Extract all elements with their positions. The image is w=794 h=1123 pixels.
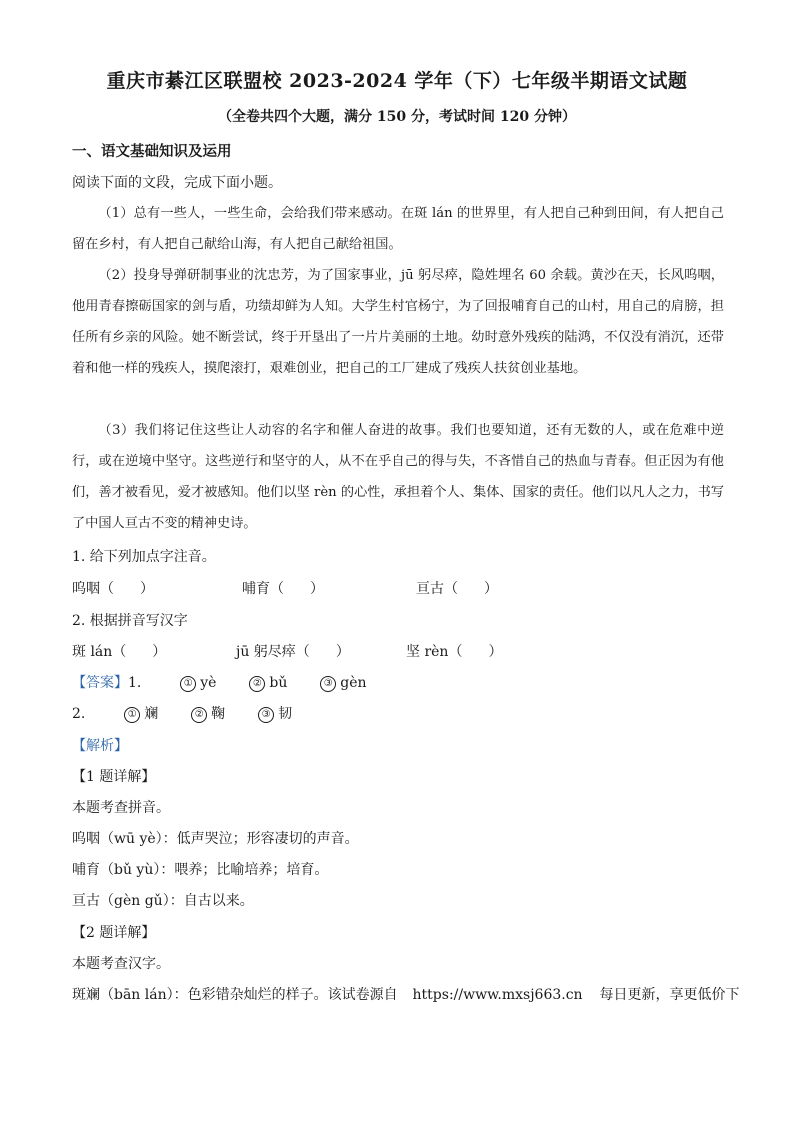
q2-item-2	[236, 641, 350, 661]
detail-1-line: 呜咽（wū yè）：低声哭泣；形容凄切的声音。	[72, 831, 359, 847]
passage-paragraph-3	[72, 415, 724, 539]
exam-subtitle: （全卷共四个大题，满分 150 分，考试时间 120 分钟）	[218, 109, 576, 125]
answer-value: bǔ	[269, 675, 288, 691]
q1-item-2	[242, 578, 324, 598]
q2-item-text: jū 躬尽瘁（	[236, 644, 310, 660]
q2-item-close: ）	[488, 644, 503, 660]
answer-row-1	[72, 672, 367, 692]
q2-item-text: 斑 lán（	[72, 644, 127, 660]
analysis-tag: 【解析】	[72, 738, 128, 754]
paragraph-text: （1）总有一些人，一些生命，会给我们带来感动。在斑 lán 的世界里，有人把自己种到田间，有人把自己留在乡村，有人把自己献给山海，有人把自己献给祖国。	[72, 206, 724, 252]
detail-1-line: 哺育（bǔ yù）：喂养；比喻培养；培育。	[72, 862, 329, 878]
q1-item-close: ）	[484, 581, 498, 597]
answer-value: 斓	[144, 706, 159, 722]
footer-url[interactable]: https://www.mxsj663.cn	[412, 987, 583, 1003]
q2-item-1	[72, 641, 166, 661]
q2-item-3	[406, 641, 502, 661]
q2-item-close: ）	[152, 644, 167, 660]
circled-number: ②	[249, 676, 265, 692]
circled-number: ③	[320, 676, 336, 692]
section-heading: 一、语文基础知识及运用	[72, 143, 232, 160]
detail-2-line	[72, 984, 739, 1004]
passage-paragraph-2	[72, 260, 724, 384]
q1-item-text: 呜咽（	[72, 581, 114, 597]
circled-number: ③	[258, 707, 274, 723]
detail-2-intro: 本题考查汉字。	[72, 956, 170, 972]
q1-item-text: 哺育（	[242, 581, 284, 597]
answer-value: yè	[200, 675, 217, 691]
exam-title: 重庆市綦江区联盟校 2023-2024 学年（下）七年级半期语文试题	[106, 70, 688, 92]
question-2-label: 2. 根据拼音写汉字	[72, 613, 188, 629]
q1-item-text: 亘古（	[416, 581, 458, 597]
detail-1-heading: 【1 题详解】	[72, 769, 156, 785]
circled-number: ②	[191, 707, 207, 723]
passage-paragraph-1	[72, 198, 724, 260]
question-1-label: 1. 给下列加点字注音。	[72, 549, 216, 565]
detail-2-heading: 【2 题详解】	[72, 925, 156, 941]
circled-number: ①	[124, 707, 140, 723]
detail-1-line: 亘古（gèn gǔ）：自古以来。	[72, 893, 254, 909]
answer-number: 2.	[72, 706, 86, 722]
paragraph-text: （3）我们将记住这些让人动容的名字和催人奋进的故事。我们也要知道，还有无数的人，或在危难中逆行，或在逆境中坚守。这些逆行和坚守的人，从不在乎自己的得与失，不吝惜自己的热血与青春。但正因为有他们，善才被看见，爱才被感知。他们以坚 rèn 的心性，承担着个人、集体、国家的责任。他们以凡人之力，书写了中国人亘古不变的精神史诗。	[72, 423, 724, 531]
answer-row-2	[72, 703, 292, 723]
footer-note: 每日更新，享更低价下	[599, 987, 740, 1003]
circled-number: ①	[180, 676, 196, 692]
answer-value: 鞠	[211, 706, 226, 722]
q1-item-close: ）	[140, 581, 154, 597]
answer-number: 1.	[128, 675, 142, 691]
detail-1-intro: 本题考查拼音。	[72, 800, 170, 816]
q1-item-3	[416, 578, 498, 598]
detail-2-text: 斑斓（bān lán）：色彩错杂灿烂的样子。该试卷源自	[72, 987, 398, 1003]
q2-item-text: 坚 rèn（	[406, 644, 463, 660]
reading-instruction: 阅读下面的文段，完成下面小题。	[72, 175, 282, 191]
q1-item-1	[72, 578, 154, 598]
answer-tag: 【答案】	[72, 675, 128, 691]
answer-value: gèn	[340, 675, 367, 691]
q1-item-close: ）	[310, 581, 324, 597]
answer-value: 韧	[278, 706, 293, 722]
q2-item-close: ）	[335, 644, 350, 660]
paragraph-text: （2）投身导弹研制事业的沈忠芳，为了国家事业，jū 躬尽瘁，隐姓埋名 60 余载。黄沙在天，长风呜咽，他用青春擦砺国家的剑与盾，功绩却鲜为人知。大学生村官杨宁，为了回报哺育自己的山村，用自己的肩膀，担任所有乡亲的风险。她不断尝试，终于开垦出了一片片美丽的土地。幼时意外残疾的陆鸿，不仅没有消沉，还带着和他一样的残疾人，摸爬滚打，艰难创业，把自己的工厂建成了残疾人扶贫创业基地。	[72, 268, 724, 376]
